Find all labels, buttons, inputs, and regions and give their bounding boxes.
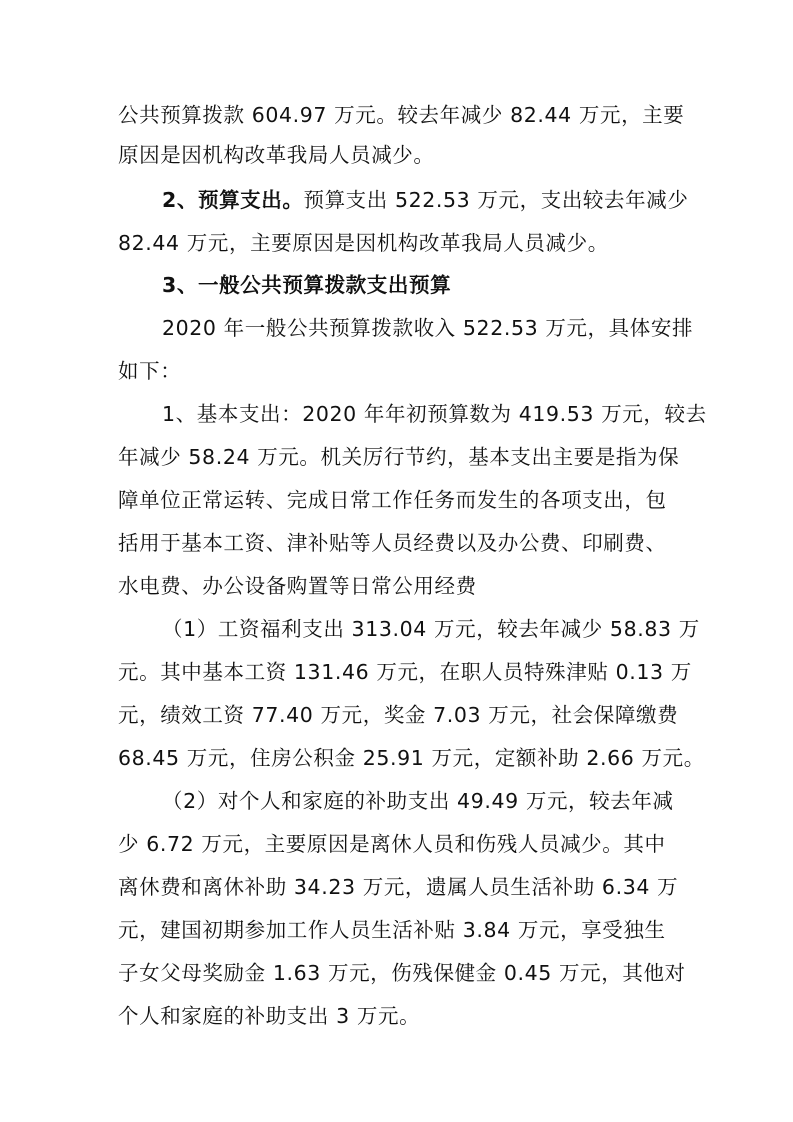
text-line <box>118 528 667 558</box>
line-text: 如下： <box>118 359 182 383</box>
line-text: 元，建国初期参加工作人员生活补贴 3.84 万元，享受独生 <box>118 918 666 942</box>
line-text: 括用于基本工资、津补贴等人员经费以及办公费、印刷费、 <box>118 531 667 555</box>
text-line <box>118 356 181 386</box>
text-line <box>118 958 686 988</box>
line-text: 个人和家庭的补助支出 3 万元。 <box>118 1004 421 1028</box>
text-line <box>162 313 693 343</box>
line-text: 障单位正常运转、完成日常工作任务而发生的各项支出，包 <box>118 488 667 512</box>
line-text: 水电费、办公设备购置等日常公用经费 <box>118 574 477 598</box>
line-text: （1）工资福利支出 313.04 万元，较去年减少 58.83 万 <box>162 617 700 641</box>
text-line <box>162 399 707 429</box>
text-line <box>118 872 678 902</box>
text-line <box>118 657 692 687</box>
line-text: 年减少 58.24 万元。机关厉行节约，基本支出主要是指为保 <box>118 445 680 469</box>
text-line <box>162 614 700 644</box>
text-line <box>118 1001 420 1031</box>
line-text: 少 6.72 万元，主要原因是离休人员和伤残人员减少。其中 <box>118 832 666 856</box>
text-line <box>118 571 477 601</box>
line-text: 元，绩效工资 77.40 万元，奖金 7.03 万元，社会保障缴费 <box>118 703 679 727</box>
text-line <box>118 829 666 859</box>
text-line <box>162 270 451 300</box>
line-text: 2020 年一般公共预算拨款收入 522.53 万元，具体安排 <box>162 316 694 340</box>
line-text: 68.45 万元，住房公积金 25.91 万元，定额补助 2.66 万元。 <box>118 746 705 770</box>
text-line <box>162 185 688 215</box>
text-line <box>118 140 435 170</box>
line-text: 公共预算拨款 604.97 万元。较去年减少 82.44 万元，主要 <box>118 103 685 127</box>
text-line <box>162 786 674 816</box>
text-line <box>118 228 609 258</box>
line-text: 预算支出 522.53 万元，支出较去年减少 <box>303 188 689 212</box>
line-text: 元。其中基本工资 131.46 万元，在职人员特殊津贴 0.13 万 <box>118 660 692 684</box>
text-line <box>118 915 666 945</box>
line-text: 原因是因机构改革我局人员减少。 <box>118 143 435 167</box>
text-line <box>118 485 667 515</box>
section-heading: 2、预算支出。 <box>162 188 304 212</box>
text-line <box>118 700 678 730</box>
text-line <box>118 100 684 130</box>
text-line <box>118 743 705 773</box>
text-line <box>118 442 679 472</box>
line-text: 1、基本支出：2020 年年初预算数为 419.53 万元，较去 <box>162 402 707 426</box>
line-text: （2）对个人和家庭的补助支出 49.49 万元，较去年减 <box>162 789 674 813</box>
section-heading: 3、一般公共预算拨款支出预算 <box>162 273 452 297</box>
line-text: 离休费和离休补助 34.23 万元，遗属人员生活补助 6.34 万 <box>118 875 679 899</box>
line-text: 82.44 万元，主要原因是因机构改革我局人员减少。 <box>118 231 609 255</box>
line-text: 子女父母奖励金 1.63 万元，伤残保健金 0.45 万元，其他对 <box>118 961 686 985</box>
